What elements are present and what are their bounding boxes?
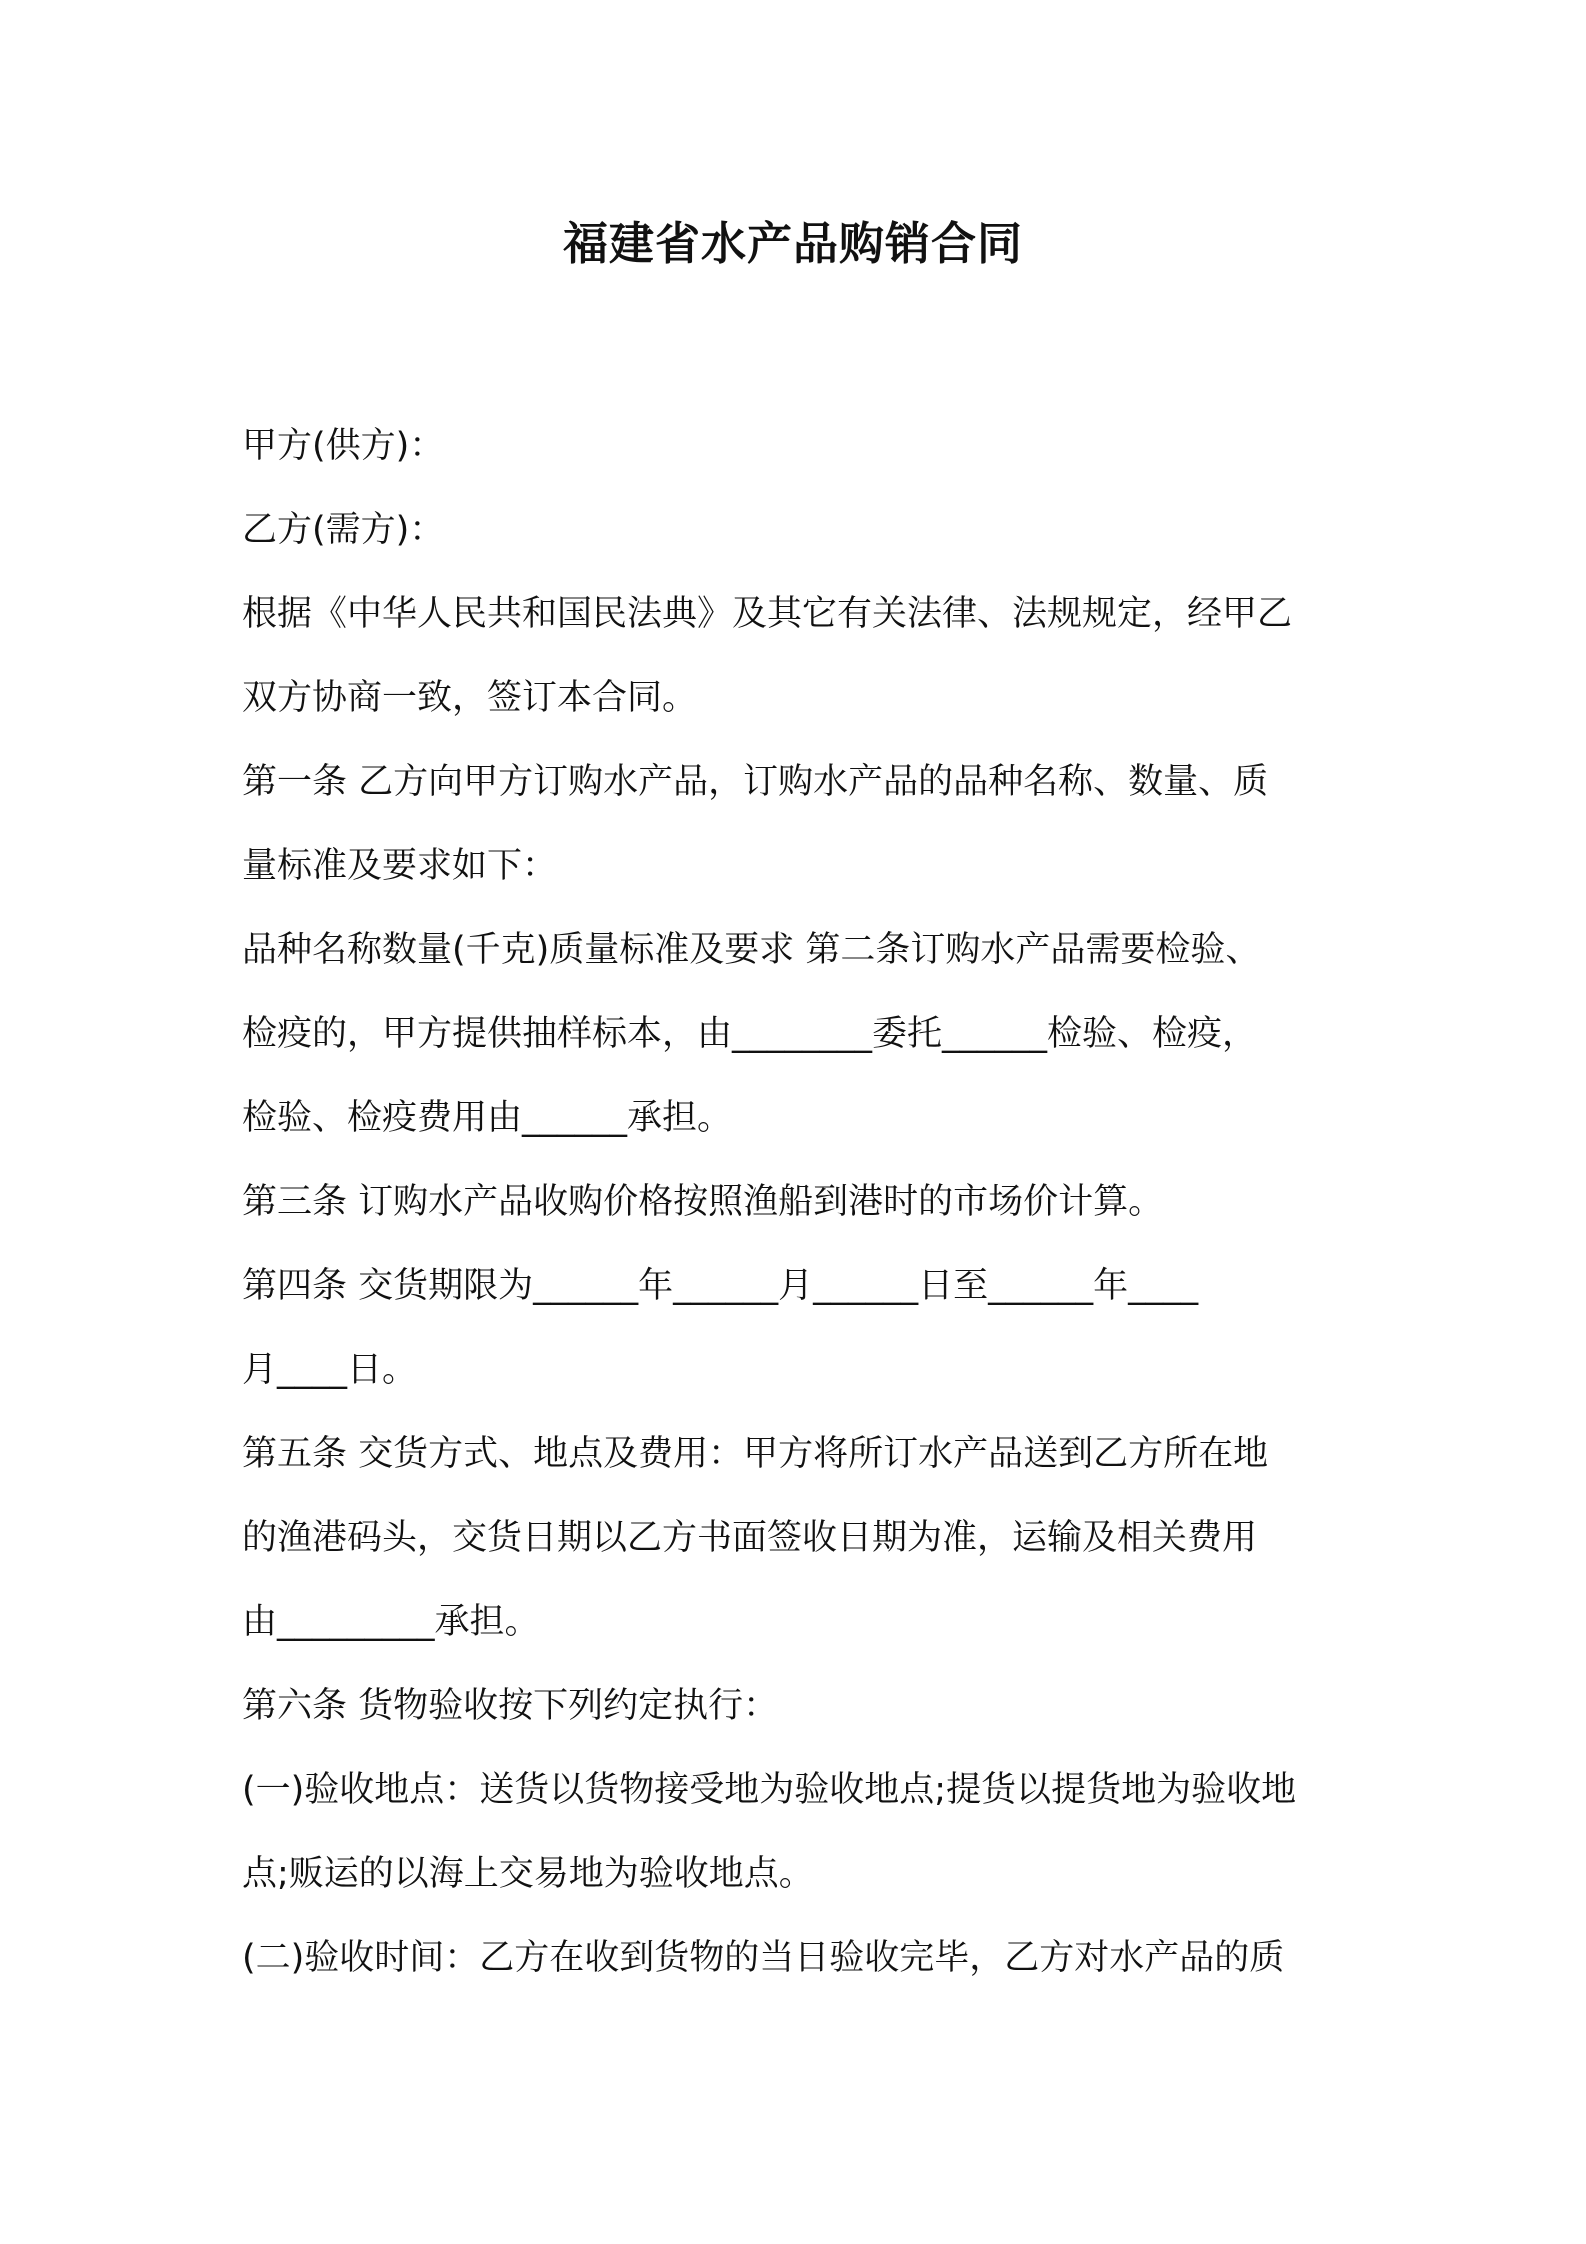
article-5-line: 由_________承担。 (242, 1602, 540, 1642)
party-b-line: 乙方(需方)： (242, 510, 445, 550)
article-1-line: 量标准及要求如下： (242, 846, 558, 886)
article-6-item-1-line: (一)验收地点：送货以货物接受地为验收地点;提货以提货地为验收地 (242, 1770, 1297, 1810)
article-6-item-1-line: 点;贩运的以海上交易地为验收地点。 (242, 1854, 814, 1894)
article-4-line: 第四条 交货期限为______年______月______日至______年____ (242, 1266, 1199, 1306)
article-5-line: 第五条 交货方式、地点及费用：甲方将所订水产品送到乙方所在地 (242, 1434, 1269, 1474)
document-title: 福建省水产品购销合同 (562, 217, 1023, 270)
contract-body (242, 404, 1362, 2000)
preamble-line: 双方协商一致，签订本合同。 (242, 678, 698, 718)
article-5-line: 的渔港码头，交货日期以乙方书面签收日期为准，运输及相关费用 (242, 1518, 1258, 1558)
article-2-line: 检验、检疫费用由______承担。 (242, 1098, 733, 1138)
article-2-line: 品种名称数量(千克)质量标准及要求 第二条订购水产品需要检验、 (242, 930, 1261, 970)
article-2-line: 检疫的，甲方提供抽样标本，由________委托______检验、检疫， (242, 1014, 1258, 1054)
article-3-line: 第三条 订购水产品收购价格按照渔船到港时的市场价计算。 (242, 1182, 1164, 1222)
preamble-line: 根据《中华人民共和国民法典》及其它有关法律、法规规定，经甲乙 (242, 594, 1293, 634)
article-6-item-2-line: (二)验收时间：乙方在收到货物的当日验收完毕，乙方对水产品的质 (242, 1938, 1285, 1978)
party-a-line: 甲方(供方)： (242, 426, 445, 466)
article-6-line: 第六条 货物验收按下列约定执行： (242, 1686, 779, 1726)
article-4-line: 月____日。 (242, 1350, 418, 1390)
article-1-line: 第一条 乙方向甲方订购水产品，订购水产品的品种名称、数量、质 (242, 762, 1269, 802)
